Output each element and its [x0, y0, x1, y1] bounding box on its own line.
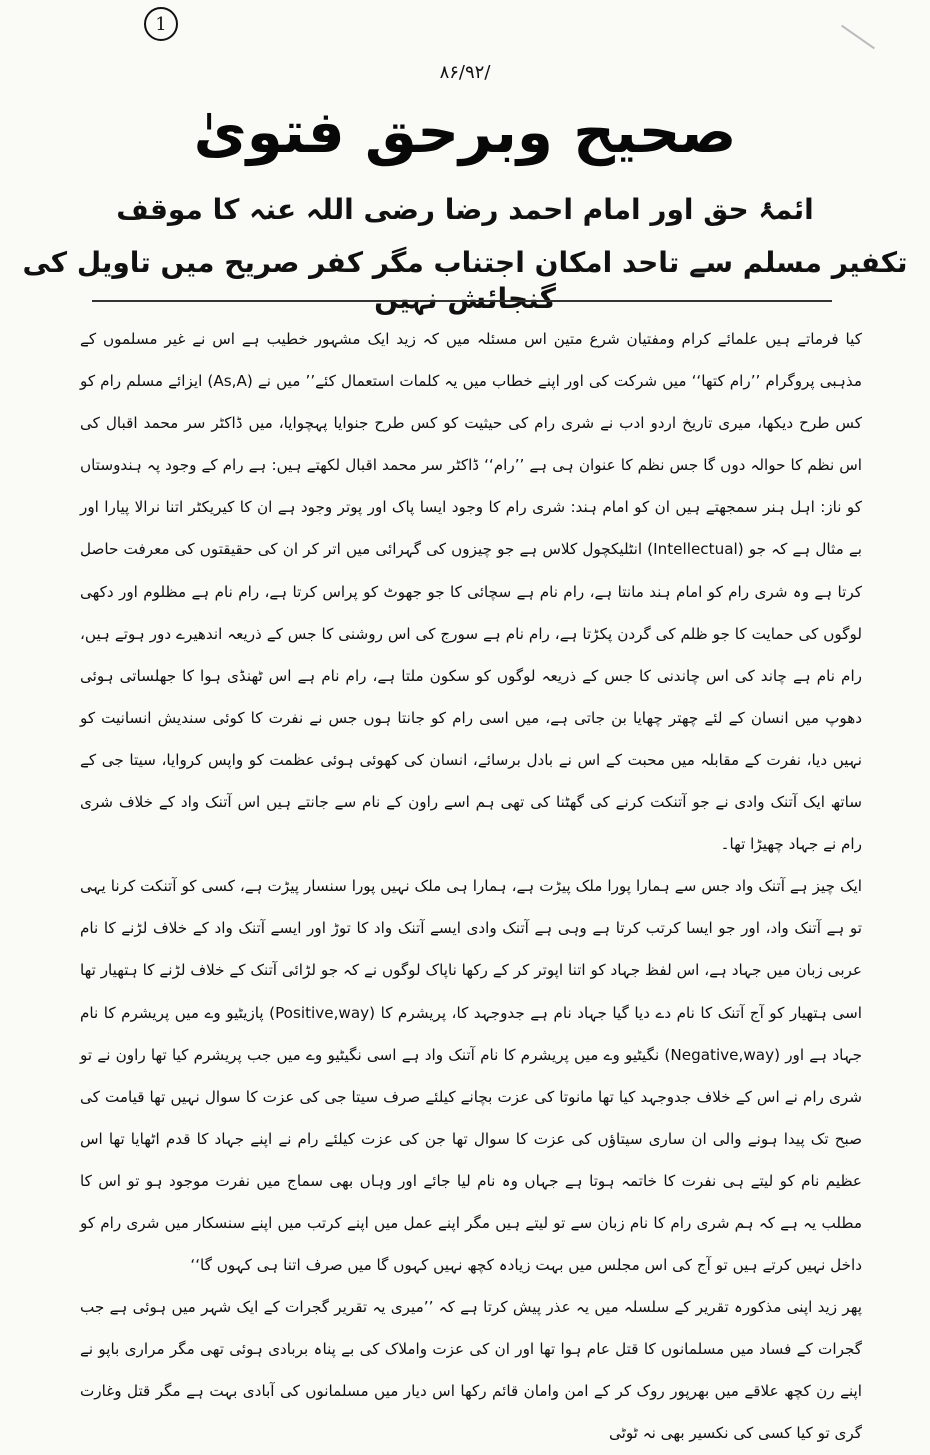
page-number	[144, 7, 178, 41]
page-title: صحیح وبرحق فتویٰ	[193, 98, 737, 166]
divider-rule	[92, 300, 832, 302]
reference-number: ۸۶/۹۲/	[439, 62, 491, 83]
scan-edge-mark	[841, 25, 875, 50]
paragraph-excuse: پھر زید اپنی مذکورہ تقریر کے سلسلہ میں یہ عذر پیش کرتا ہے کہ ’’میری یہ تقریر گجرات کے ایک شہر میں ہوئی ہے جب گجرات کے فساد میں مسلمانوں کا قتل عام ہوا تھا اور ان کی عزت واملاک کی بے پناہ بربادی ہوئی تھی مگر مراری باپو نے اپنے رن کچھ علاقے میں بھرپور روک کر کے امن وامان قائم رکھا اس دیار میں مسلمانوں کی آبادی بہت ہے مگر قتل وغارت گری تو کیا کسی کی نکسیر بھی نہ ٹوٹی	[80, 1298, 862, 1443]
subtitle-takfir-caution: تکفیر مسلم سے تاحد امکان اجتناب مگر کفر صریح میں تاویل کی گنجائش نہیں	[22, 246, 908, 315]
page-number-text: 1	[155, 13, 167, 35]
paragraph-question: کیا فرماتے ہیں علمائے کرام ومفتیان شرع متین اس مسئلہ میں کہ زید ایک مشہور خطیب ہے اس نے غیر مسلموں کے مذہبی پروگرام ’’رام کتھا‘‘ میں شرکت کی اور اپنے خطاب میں یہ کلمات استعمال کئے’’ میں نے (As,A) ایزائے مسلم رام کو کس طرح دیکھا، میری تاریخ اردو ادب نے شری رام کی حیثیت کو کس طرح جنوایا پہچوایا، میں ڈاکٹر سر محمد اقبال کی اس نظم کا حوالہ دوں گا جس نظم کا عنوان ہی ہے ’’رام‘‘ ڈاکٹر سر محمد اقبال لکھتے ہیں: ہے رام کے وجود پہ ہندوستاں کو ناز: اہل ہنر سمجھتے ہیں ان کو امام ہند: شری رام کا وجود ایسا پاک اور پوتر وجود ہے ان کا کیریکٹر اتنا نرالا پیارا اور بے مثال ہے کہ جو (Intellectual) انٹلیکچول کلاس ہے جو چیزوں کی گہرائی میں اتر کر ان کی حقیقتوں کی معرفت حاصل کرتا ہے وہ شری رام کو امام ہند مانتا ہے، رام نام ہے سچائی کا جو جھوٹ کو پراس کرتا ہے، رام نام ہے مظلوم اور دکھی لوگوں کی حمایت کا جو ظلم کی گردن پکڑتا ہے، رام نام ہے سورج کی اس روشنی کا جس کے ذریعہ اندھیرے دور ہوتے ہیں، رام نام ہے چاند کی اس چاندنی کا جس کے ذریعہ لوگوں کو سکون ملتا ہے، رام نام ہے اس ٹھنڈی ہوا کا جھلساتی ہوئی دھوپ میں انسان کے لئے چھتر چھایا بن جاتی ہے، میں اسی رام کو جانتا ہوں جس نے نفرت کا کوئی سندیش انسانیت کو نہیں دیا، نفرت کے مقابلہ میں محبت کے اس نے بادل برسائے، انسان کی کھوئی ہوئی عظمت کو واپس کروایا، سیتا جی کے ساتھ ایک آتنک وادی نے جو آتنکت کرنے کی گھٹنا کی تھی ہم اسے راون کے نام سے جانتے ہیں اس آتنک واد کے خلاف شری رام نے جہاد چھیڑا تھا۔	[80, 330, 862, 854]
paragraph-speech-continued: ایک چیز ہے آتنک واد جس سے ہمارا پورا ملک پیڑت ہے، ہمارا ہی ملک نہیں پورا سنسار پیڑت ہے، کسی کو آتنکت کرنا یہی تو ہے آتنک واد، اور جو ایسا کرتب کرتا ہے وہی ہے آتنک وادی ایسے آتنک واد کا توڑ اور ایسے آتنک واد کے خلاف لڑنے کا نام عربی زبان میں جہاد ہے، اس لفظ جہاد کو اتنا اپوتر کر کے رکھا ناپاک لوگوں نے کہ جو لڑائی آتنک کے خلاف لڑنے کا ہتھیار تھا اسی ہتھیار کو آج آتنک کا نام دے دیا گیا جہاد نام ہے جدوجہد کا، پریشرم کا (Positive,way) پازیٹیو وے میں پریشرم کا نام جہاد ہے اور (Negative,way) نگیٹیو وے میں پریشرم کا نام آتنک واد ہے اسی نگیٹیو وے میں جب پریشرم کیا تھا راون نے تو شری رام نے اس کے خلاف جدوجہد کیا تھا مانوتا کی عزت بچانے کیلئے صرف سیتا جی کی عزت کا سوال نہیں تھا قیامت کی صبح تک پیدا ہونے والی ان ساری سیتاؤں کی عزت کا سوال تھا جن کی عزت کیلئے رام نے اپنے جہاد کا قدم اٹھایا تھا اس عظیم نام کو لیتے ہی نفرت کا خاتمہ ہوتا ہے جہاں وہ نام لیا جائے اور وہاں بھی سماج میں نفرت موجود ہو تو اس کا مطلب یہ ہے کہ ہم شری رام کا نام زبان سے تو لیتے ہیں مگر اپنے عمل میں اپنے کرتب میں اپنے سنسکار میں شری رام کو داخل نہیں کرتے ہیں تو آج کی اس مجلس میں بہت زیادہ کچھ نہیں کہوں گا میں صرف اتنا ہی کہوں گا‘‘	[80, 877, 863, 1275]
body-text	[80, 318, 862, 1455]
subtitle-imams-stance: ائمۂ حق اور امام احمد رضا رضی اللہ عنہ کا موقف	[116, 193, 814, 226]
